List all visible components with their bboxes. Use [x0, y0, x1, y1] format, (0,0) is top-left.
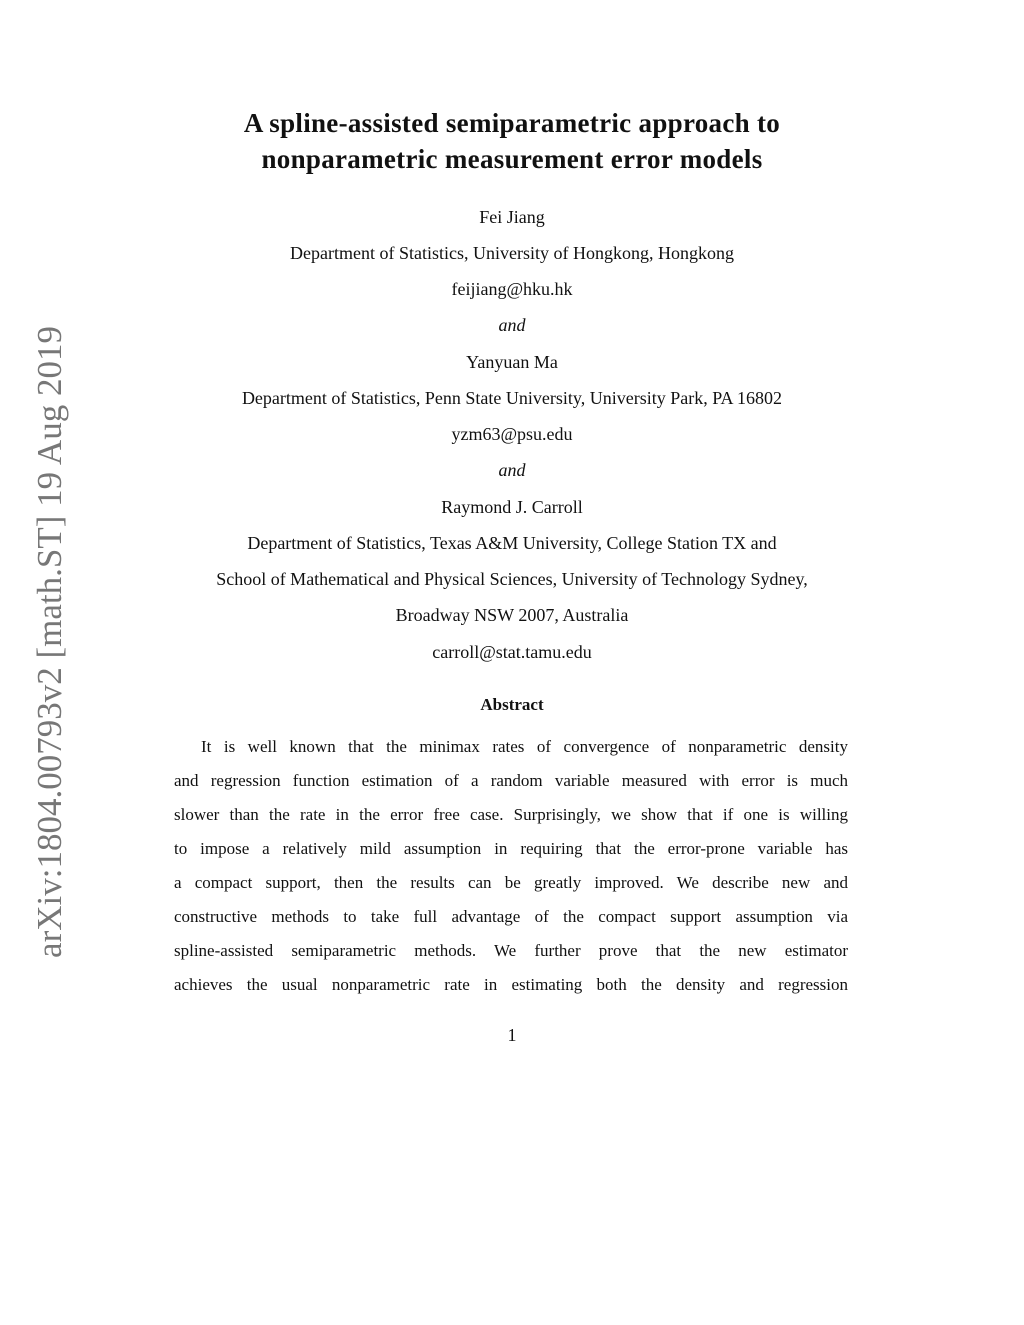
author-affiliation: Broadway NSW 2007, Australia	[395, 605, 629, 625]
abstract-line: spline-assisted semiparametric methods. We further prove that the new estimator	[174, 941, 848, 960]
author-email: carroll@stat.tamu.edu	[432, 642, 592, 662]
abstract-line: slower than the rate in the error free case. Surprisingly, we show that if one is willing	[174, 805, 848, 824]
arxiv-stamp: arXiv:1804.00793v2 [math.ST] 19 Aug 2019	[30, 326, 69, 958]
page-number: 1	[507, 1025, 517, 1045]
paper-title-line-1: A spline-assisted semiparametric approach to	[243, 108, 781, 138]
paper-title-line-2: nonparametric measurement error models	[261, 144, 763, 174]
author-email: feijiang@hku.hk	[451, 279, 573, 299]
author-affiliation: Department of Statistics, University of Hongkong, Hongkong	[290, 243, 734, 263]
and-separator: and	[498, 315, 526, 335]
author-name: Yanyuan Ma	[466, 352, 558, 372]
author-affiliation: Department of Statistics, Texas A&M University, College Station TX and	[247, 533, 777, 553]
abstract-line: It is well known that the minimax rates of convergence of nonparametric density	[201, 737, 848, 756]
abstract-heading: Abstract	[480, 695, 544, 714]
abstract-line: to impose a relatively mild assumption in requiring that the error-prone variable has	[174, 839, 848, 858]
author-name: Raymond J. Carroll	[441, 497, 583, 517]
author-name: Fei Jiang	[479, 207, 545, 227]
abstract-line: and regression function estimation of a random variable measured with error is much	[174, 771, 848, 790]
author-email: yzm63@psu.edu	[451, 424, 573, 444]
and-separator: and	[498, 460, 526, 480]
author-affiliation: Department of Statistics, Penn State University, University Park, PA 16802	[241, 388, 783, 408]
abstract-line: achieves the usual nonparametric rate in estimating both the density and regression	[174, 975, 848, 994]
author-affiliation: School of Mathematical and Physical Sciences, University of Technology Sydney,	[216, 569, 808, 589]
abstract-line: constructive methods to take full advantage of the compact support assumption via	[174, 907, 848, 926]
abstract-line: a compact support, then the results can be greatly improved. We describe new and	[174, 873, 848, 892]
